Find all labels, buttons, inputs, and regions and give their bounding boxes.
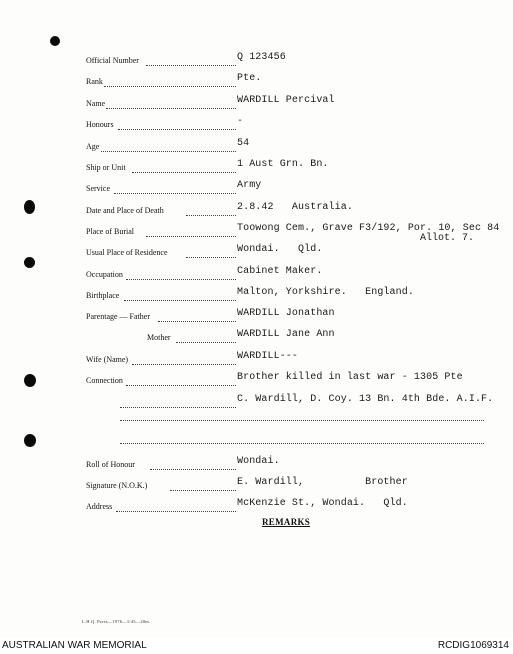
footer-record-id: RCDIG1069314: [437, 640, 509, 651]
field-value-continued: Allot. 7.: [420, 233, 475, 244]
field-value: 54: [237, 138, 250, 149]
blank-line: [0, 437, 513, 453]
field-value: WARDILL Jane Ann: [237, 329, 335, 340]
field-label: Official Number: [86, 56, 139, 65]
field-label: Usual Place of Residence: [86, 248, 168, 257]
blank-line: [0, 415, 513, 431]
printer-note: L.H.Q. Press—1976—1/45—20m.: [82, 619, 151, 624]
field-value: Wondai. Qld.: [237, 244, 323, 255]
field-mother: [0, 329, 513, 345]
field-signature: [0, 477, 513, 493]
field-label: Mother: [147, 333, 171, 342]
field-value: Q 123456: [237, 52, 286, 63]
field-label: Connection: [86, 376, 123, 385]
field-label: Honours: [86, 120, 114, 129]
remarks-heading: REMARKS: [262, 517, 311, 527]
field-label: Age: [86, 142, 100, 151]
field-label: Signature (N.O.K.): [86, 481, 148, 490]
field-value: 1 Aust Grn. Bn.: [237, 159, 329, 170]
field-place-of-burial: [0, 223, 513, 244]
field-usual-residence: [0, 244, 513, 260]
field-honours: [0, 116, 513, 132]
field-service: [0, 180, 513, 196]
field-label: Place of Burial: [86, 227, 134, 236]
field-connection-continued: [0, 394, 513, 410]
footer-institution: AUSTRALIAN WAR MEMORIAL: [2, 640, 147, 651]
field-address: [0, 498, 513, 514]
field-label: Service: [86, 184, 110, 193]
field-rank: [0, 73, 513, 89]
field-name: [0, 95, 513, 111]
field-value: McKenzie St., Wondai. Qld.: [237, 498, 408, 509]
field-label: Birthplace: [86, 291, 120, 300]
archive-footer: [0, 638, 513, 654]
field-value: Army: [237, 180, 262, 191]
field-parentage-father: [0, 308, 513, 324]
field-value: Cabinet Maker.: [237, 266, 323, 277]
field-date-place-death: [0, 202, 513, 218]
field-roll-of-honour: [0, 456, 513, 472]
field-label: Occupation: [86, 270, 123, 279]
field-connection: [0, 372, 513, 388]
field-wife: [0, 351, 513, 367]
field-label: Rank: [86, 77, 103, 86]
field-value: -: [237, 116, 244, 127]
field-label: Address: [86, 502, 113, 511]
field-ship-or-unit: [0, 159, 513, 175]
field-value: Pte.: [237, 73, 262, 84]
field-value: WARDILL Jonathan: [237, 308, 335, 319]
field-value: E. Wardill, Brother: [237, 477, 408, 488]
field-value: 2.8.42 Australia.: [237, 202, 353, 213]
field-value: C. Wardill, D. Coy. 13 Bn. 4th Bde. A.I.F.: [237, 394, 494, 405]
field-official-number: [0, 52, 513, 68]
field-value: WARDILL Percival: [237, 95, 335, 106]
field-birthplace: [0, 287, 513, 303]
field-value: Malton, Yorkshire. England.: [237, 287, 414, 298]
punch-hole: [50, 36, 60, 46]
field-label: Ship or Unit: [86, 163, 126, 172]
field-value: Brother killed in last war - 1305 Pte: [237, 372, 463, 383]
field-value: Wondai.: [237, 456, 280, 467]
field-label: Name: [86, 99, 106, 108]
field-label: Wife (Name): [86, 355, 129, 364]
field-label: Roll of Honour: [86, 460, 135, 469]
field-label: Date and Place of Death: [86, 206, 164, 215]
field-label: Parentage — Father: [86, 312, 150, 321]
field-occupation: [0, 266, 513, 282]
field-value: WARDILL---: [237, 351, 299, 362]
field-age: [0, 138, 513, 154]
field-value: Toowong Cem., Grave F3/192, Por. 10, Sec 84: [237, 223, 500, 234]
